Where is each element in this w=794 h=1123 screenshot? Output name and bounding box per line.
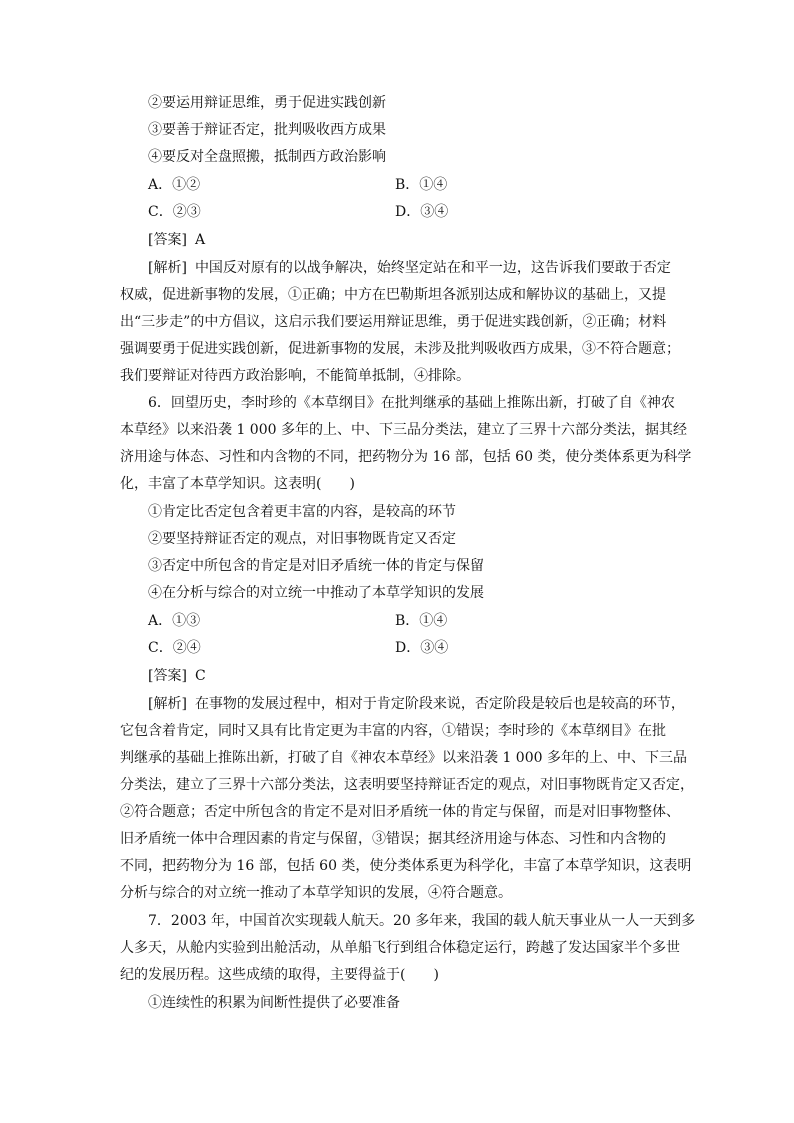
answer-value: C [194, 668, 206, 684]
q6-statement-1: ①肯定比否定包含着更丰富的内容，是较高的环节 [148, 504, 456, 520]
q5-option-b: B．①④ [395, 177, 448, 193]
q6-analysis-line: 旧矛盾统一体中合理因素的肯定与保留，③错误；据其经济用途与体态、习性和内含物的 [120, 831, 666, 847]
q7-stem-line: 纪的发展历程。这些成绩的取得，主要得益于( ) [120, 967, 439, 983]
q5-analysis-line: 出“三步走”的中方倡议，这启示我们要运用辩证思维，勇于促进实践创新，②正确；材料 [120, 314, 667, 330]
q5-statement-2: ②要运用辩证思维，勇于促进实践创新 [148, 95, 386, 111]
q5-statement-3: ③要善于辩证否定，批判吸收西方成果 [148, 122, 386, 138]
q6-analysis-line: [解析] 在事物的发展过程中，相对于肯定阶段来说，否定阶段是较后也是较高的环节， [148, 696, 685, 712]
q6-stem-line: 化，丰富了本草学知识。这表明( ) [120, 476, 355, 492]
q6-statement-2: ②要坚持辩证否定的观点，对旧事物既肯定又否定 [148, 531, 456, 547]
q5-option-c: C．②③ [148, 204, 201, 220]
q5-analysis-line: 权威，促进新事物的发展，①正确；中方在巴勒斯坦各派别达成和解协议的基础上，又提 [120, 287, 666, 303]
q6-statement-3: ③否定中所包含的肯定是对旧矛盾统一体的肯定与保留 [148, 558, 484, 574]
q5-analysis-line: 我们要辩证对待西方政治影响，不能简单抵制，④排除。 [120, 368, 470, 384]
q6-statement-4: ④在分析与综合的对立统一中推动了本草学知识的发展 [148, 585, 484, 601]
q7-statement-1: ①连续性的积累为间断性提供了必要准备 [148, 995, 400, 1011]
q7-stem-line: 7．2003 年，中国首次实现载人航天。20 多年来，我国的载人航天事业从一人一天到多 [148, 913, 696, 929]
q6-stem-line: 6．回望历史，李时珍的《本草纲目》在批判继承的基础上推陈出新，打破了自《神农 [148, 395, 675, 411]
q5-answer [148, 230, 205, 250]
q5-statement-4: ④要反对全盘照搬，抵制西方政治影响 [148, 149, 386, 165]
analysis-tag: [解析] [148, 696, 187, 712]
q6-analysis-line: 判继承的基础上推陈出新，打破了自《神农本草经》以来沿袭 1 000 多年的上、中、下三品 [120, 750, 687, 766]
q6-option-b: B．①④ [395, 613, 448, 629]
analysis-tag: [解析] [148, 260, 187, 276]
q6-analysis-line: 分类法，建立了三界十六部分类法，这表明要坚持辩证否定的观点，对旧事物既肯定又否定， [120, 777, 694, 793]
q7-stem-line: 人多天，从舱内实验到出舱活动，从单船飞行到组合体稳定运行，跨越了发达国家半个多世 [120, 940, 680, 956]
q6-analysis-line: 不同，把药物分为 16 部，包括 60 类，使分类体系更为科学化，丰富了本草学知识，这表明 [120, 858, 692, 874]
q6-option-d: D．③④ [395, 640, 449, 656]
q5-option-a: A．①② [148, 177, 201, 193]
q6-analysis-line: 分析与综合的对立统一推动了本草学知识的发展，④符合题意。 [120, 885, 512, 901]
answer-value: A [194, 232, 206, 248]
q5-analysis-line: 强调要勇于促进实践创新，促进新事物的发展，未涉及批判吸收西方成果，③不符合题意； [120, 341, 680, 357]
q6-option-a: A．①③ [148, 613, 201, 629]
q6-option-c: C．②④ [148, 640, 201, 656]
q6-stem-line: 本草经》以来沿袭 1 000 多年的上、中、下三品分类法，建立了三界十六部分类法，据其经 [120, 422, 687, 438]
q6-answer [148, 666, 206, 686]
q5-analysis-line: [解析] 中国反对原有的以战争解决，始终坚定站在和平一边，这告诉我们要敢于否定 [148, 260, 671, 276]
q6-analysis-line: ②符合题意；否定中所包含的肯定不是对旧矛盾统一体的肯定与保留，而是对旧事物整体、 [120, 804, 680, 820]
answer-tag: [答案] [148, 668, 187, 684]
q6-stem-line: 济用途与体态、习性和内含物的不同，把药物分为 16 部，包括 60 类，使分类体系更为科学 [120, 449, 692, 465]
answer-tag: [答案] [148, 232, 187, 248]
q5-option-d: D．③④ [395, 204, 449, 220]
q6-analysis-line: 它包含着肯定，同时又具有比肯定更为丰富的内容，①错误；李时珍的《本草纲目》在批 [120, 723, 666, 739]
